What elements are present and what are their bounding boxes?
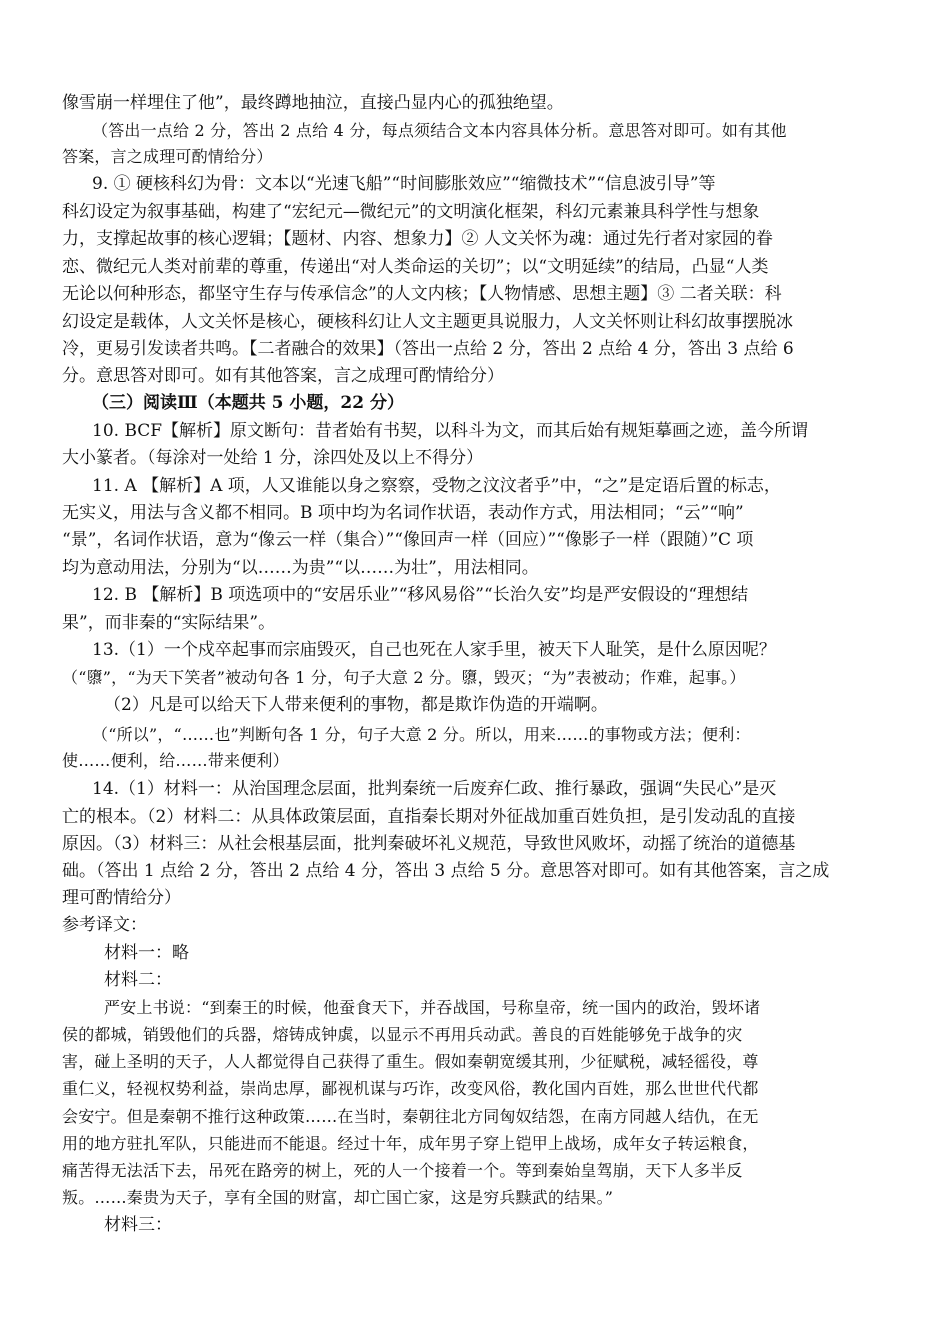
text-line: 科幻设定为叙事基础，构建了“宏纪元—微纪元”的文明演化框架，科幻元素兼具科学性与想象 bbox=[62, 202, 760, 222]
text-line: 痛苦得无法活下去，吊死在路旁的树上，死的人一个接着一个。等到秦始皇驾崩，天下人多半反 bbox=[62, 1161, 743, 1180]
text-line: 理可酌情给分） bbox=[62, 888, 181, 908]
text-line: 使……便利，给……带来便利） bbox=[62, 751, 289, 770]
text-line: 12. B 【解析】B 项选项中的“安居乐业”“移风易俗”“长治久安”均是严安假设的“理想结 bbox=[92, 585, 749, 605]
text-line: 11. A 【解析】A 项，人又谁能以身之察察，受物之汶汶者乎”中，“之”是定语后置的标志， bbox=[92, 476, 781, 496]
text-line: 础。（答出 1 点给 2 分，答出 2 点给 4 分，答出 3 点给 5 分。意思答对即可。如有其他答案，言之成 bbox=[62, 861, 830, 881]
text-line: 冷，更易引发读者共鸣。【二者融合的效果】（答出一点给 2 分，答出 2 点给 4 分，答出 3 点给 6 bbox=[62, 339, 794, 359]
text-line: 答案，言之成理可酌情给分） bbox=[62, 147, 273, 166]
text-line: 分。意思答对即可。如有其他答案，言之成理可酌情给分） bbox=[62, 366, 504, 386]
text-line: 材料三： bbox=[104, 1215, 172, 1235]
text-line: 害，碰上圣明的天子，人人都觉得自己获得了重生。假如秦朝宽缓其刑，少征赋税，减轻徭役，尊 bbox=[62, 1052, 759, 1071]
text-line: 材料二： bbox=[104, 970, 172, 990]
text-line: 亡的根本。（2）材料二：从具体政策层面，直指秦长期对外征战加重百姓负担，是引发动乱的直接 bbox=[62, 807, 796, 827]
text-line: “景”，名词作状语，意为“像云一样（集合）”“像回声一样（回应）”“像影子一样（跟随）”C 项 bbox=[62, 530, 754, 550]
text-line: 重仁义，轻视权势利益，崇尚忠厚，鄙视机谋与巧诈，改变风俗，教化国内百姓，那么世世代代都 bbox=[62, 1079, 759, 1098]
text-line: 9. ① 硬核科幻为骨：文本以“光速飞船”“时间膨胀效应”“缩微技术”“信息波引导”等 bbox=[92, 174, 716, 194]
text-line: （三）阅读Ⅲ（本题共 5 小题，22 分） bbox=[92, 393, 404, 413]
text-line: （2）凡是可以给天下人带来便利的事物，都是欺诈伪造的开端啊。 bbox=[104, 695, 608, 715]
text-line: 会安宁。但是秦朝不推行这种政策……在当时，秦朝往北方同匈奴结怨，在南方同越人结仇，在无 bbox=[62, 1107, 759, 1126]
text-line: 用的地方驻扎军队，只能进而不能退。经过十年，成年男子穿上铠甲上战场，成年女子转运粮食， bbox=[62, 1134, 759, 1153]
text-line: 10. BCF【解析】原文断句：昔者始有书契，以科斗为文，而其后始有规矩摹画之迹，盖今所谓 bbox=[92, 421, 809, 441]
text-line: 原因。（3）材料三：从社会根基层面，批判秦破坏礼义规范，导致世风败坏，动摇了统治的道德基 bbox=[62, 834, 796, 854]
text-line: 均为意动用法，分别为“以……为贵”“以……为壮”，用法相同。 bbox=[62, 558, 539, 578]
text-line: 像雪崩一样埋住了他”，最终蹲地抽泣，直接凸显内心的孤独绝望。 bbox=[62, 93, 564, 113]
text-line: （“隳”，“为天下笑者”被动句各 1 分，句子大意 2 分。隳，毁灭；“为”表被动；作难，起事。） bbox=[62, 668, 746, 687]
text-line: 幻设定是载体，人文关怀是核心，硬核科幻让人文主题更具说服力，人文关怀则让科幻故事摆脱冰 bbox=[62, 312, 793, 332]
text-line: 恋、微纪元人类对前辈的尊重，传递出“对人类命运的关切”；以“文明延续”的结局，凸显“人类 bbox=[62, 257, 769, 277]
text-line: 叛。……秦贵为天子，享有全国的财富，却亡国亡家，这是穷兵黩武的结果。” bbox=[62, 1188, 614, 1207]
text-line: 参考译文： bbox=[62, 915, 147, 935]
text-line: 侯的都城，销毁他们的兵器，熔铸成钟虡，以显示不再用兵动武。善良的百姓能够免于战争的灾 bbox=[62, 1025, 743, 1044]
text-line: 大小篆者。（每涂对一处给 1 分，涂四处及以上不得分） bbox=[62, 448, 484, 468]
text-line: 材料一：略 bbox=[104, 943, 189, 963]
text-line: （答出一点给 2 分，答出 2 点给 4 分，每点须结合文本内容具体分析。意思答对即可。如有其他 bbox=[92, 121, 787, 140]
text-line: 果”，而非秦的“实际结果”。 bbox=[62, 613, 276, 633]
text-line: 无实义，用法与含义都不相同。B 项中均为名词作状语，表动作方式，用法相同；“云”“响” bbox=[62, 503, 744, 523]
text-line: 无论以何种形态，都坚守生存与传承信念”的人文内核；【人物情感、思想主题】③ 二者关联：科 bbox=[62, 284, 782, 304]
text-line: 13.（1）一个戍卒起事而宗庙毁灭，自己也死在人家手里，被天下人耻笑，是什么原因呢？ bbox=[92, 640, 776, 660]
text-line: 14.（1）材料一：从治国理念层面，批判秦统一后废弃仁政、推行暴政，强调“失民心”是灭 bbox=[92, 779, 777, 799]
text-line: 严安上书说：“到秦王的时候，他蚕食天下，并吞战国，号称皇帝，统一国内的政治，毁坏诸 bbox=[104, 998, 761, 1017]
text-line: （“所以”，“……也”判断句各 1 分，句子大意 2 分。所以，用来……的事物或方法；便利： bbox=[92, 725, 751, 744]
text-line: 力，支撑起故事的核心逻辑；【题材、内容、想象力】② 人文关怀为魂：通过先行者对家园的眷 bbox=[62, 229, 773, 249]
